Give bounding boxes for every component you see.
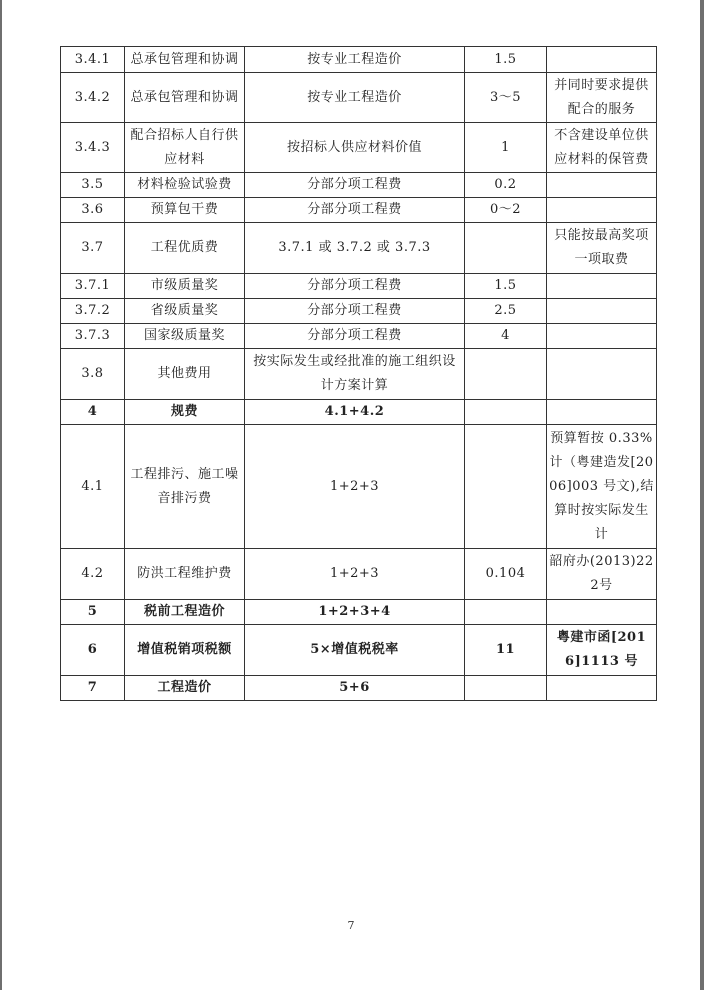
row-note xyxy=(547,274,657,299)
row-name: 工程排污、施工噪音排污费 xyxy=(125,425,245,549)
row-rate xyxy=(465,676,547,701)
row-rate: 4 xyxy=(465,324,547,349)
row-note xyxy=(547,299,657,324)
row-rate: 0.104 xyxy=(465,549,547,600)
table-row xyxy=(61,73,657,123)
table-row xyxy=(61,123,657,173)
row-no: 5 xyxy=(61,600,125,625)
row-name: 规费 xyxy=(125,400,245,425)
row-name: 工程造价 xyxy=(125,676,245,701)
row-name: 税前工程造价 xyxy=(125,600,245,625)
row-name: 省级质量奖 xyxy=(125,299,245,324)
row-name: 其他费用 xyxy=(125,349,245,400)
row-rate xyxy=(465,400,547,425)
row-note: 韶府办(2013)222号 xyxy=(547,549,657,600)
row-name: 防洪工程维护费 xyxy=(125,549,245,600)
table-row xyxy=(61,274,657,299)
row-basis: 1+2+3 xyxy=(245,549,465,600)
row-no: 3.7.2 xyxy=(61,299,125,324)
row-rate: 3～5 xyxy=(465,73,547,123)
row-note xyxy=(547,47,657,73)
table-row xyxy=(61,198,657,223)
row-note xyxy=(547,600,657,625)
row-no: 3.4.1 xyxy=(61,47,125,73)
row-no: 3.4.2 xyxy=(61,73,125,123)
row-rate xyxy=(465,600,547,625)
row-no: 3.6 xyxy=(61,198,125,223)
row-note: 不含建设单位供应材料的保管费 xyxy=(547,123,657,173)
row-no: 3.4.3 xyxy=(61,123,125,173)
row-basis: 分部分项工程费 xyxy=(245,198,465,223)
row-basis: 1+2+3 xyxy=(245,425,465,549)
row-basis: 按专业工程造价 xyxy=(245,47,465,73)
row-note: 只能按最高奖项一项取费 xyxy=(547,223,657,274)
row-rate xyxy=(465,223,547,274)
row-rate xyxy=(465,425,547,549)
row-note xyxy=(547,198,657,223)
row-no: 3.8 xyxy=(61,349,125,400)
table-row xyxy=(61,324,657,349)
row-note xyxy=(547,676,657,701)
row-basis: 3.7.1 或 3.7.2 或 3.7.3 xyxy=(245,223,465,274)
document-page xyxy=(2,0,700,990)
table-row xyxy=(61,47,657,73)
row-basis: 按专业工程造价 xyxy=(245,73,465,123)
row-name: 总承包管理和协调 xyxy=(125,73,245,123)
row-name: 工程优质费 xyxy=(125,223,245,274)
row-no: 3.7 xyxy=(61,223,125,274)
row-basis: 4.1+4.2 xyxy=(245,400,465,425)
table-row xyxy=(61,299,657,324)
row-basis: 分部分项工程费 xyxy=(245,324,465,349)
row-basis: 5×增值税税率 xyxy=(245,625,465,676)
row-no: 4.2 xyxy=(61,549,125,600)
row-note: 并同时要求提供配合的服务 xyxy=(547,73,657,123)
row-name: 增值税销项税额 xyxy=(125,625,245,676)
row-note xyxy=(547,349,657,400)
row-no: 3.7.3 xyxy=(61,324,125,349)
table-row xyxy=(61,425,657,549)
row-rate: 0.2 xyxy=(465,173,547,198)
row-note xyxy=(547,400,657,425)
row-note xyxy=(547,173,657,198)
row-no: 6 xyxy=(61,625,125,676)
row-rate: 1.5 xyxy=(465,47,547,73)
table-row xyxy=(61,600,657,625)
row-no: 4.1 xyxy=(61,425,125,549)
table-row xyxy=(61,549,657,600)
table-row xyxy=(61,173,657,198)
table-row xyxy=(61,625,657,676)
row-basis: 分部分项工程费 xyxy=(245,299,465,324)
row-rate xyxy=(465,349,547,400)
row-rate: 0～2 xyxy=(465,198,547,223)
page-number: 7 xyxy=(347,919,355,932)
row-rate: 1 xyxy=(465,123,547,173)
row-no: 4 xyxy=(61,400,125,425)
row-rate: 11 xyxy=(465,625,547,676)
row-name: 材料检验试验费 xyxy=(125,173,245,198)
table-row xyxy=(61,223,657,274)
row-name: 预算包干费 xyxy=(125,198,245,223)
row-note xyxy=(547,324,657,349)
row-basis: 按实际发生或经批准的施工组织设计方案计算 xyxy=(245,349,465,400)
fee-table xyxy=(60,46,657,701)
row-name: 市级质量奖 xyxy=(125,274,245,299)
row-name: 配合招标人自行供应材料 xyxy=(125,123,245,173)
row-basis: 1+2+3+4 xyxy=(245,600,465,625)
row-no: 3.7.1 xyxy=(61,274,125,299)
row-basis: 分部分项工程费 xyxy=(245,173,465,198)
row-no: 7 xyxy=(61,676,125,701)
row-name: 国家级质量奖 xyxy=(125,324,245,349)
row-basis: 按招标人供应材料价值 xyxy=(245,123,465,173)
table-row xyxy=(61,349,657,400)
row-name: 总承包管理和协调 xyxy=(125,47,245,73)
row-no: 3.5 xyxy=(61,173,125,198)
row-note: 预算暂按 0.33%计（粤建造发[2006]003 号文),结算时按实际发生计 xyxy=(547,425,657,549)
table-row xyxy=(61,676,657,701)
row-rate: 1.5 xyxy=(465,274,547,299)
row-basis: 5+6 xyxy=(245,676,465,701)
row-basis: 分部分项工程费 xyxy=(245,274,465,299)
row-rate: 2.5 xyxy=(465,299,547,324)
table-row xyxy=(61,400,657,425)
row-note: 粤建市函[2016]1113 号 xyxy=(547,625,657,676)
